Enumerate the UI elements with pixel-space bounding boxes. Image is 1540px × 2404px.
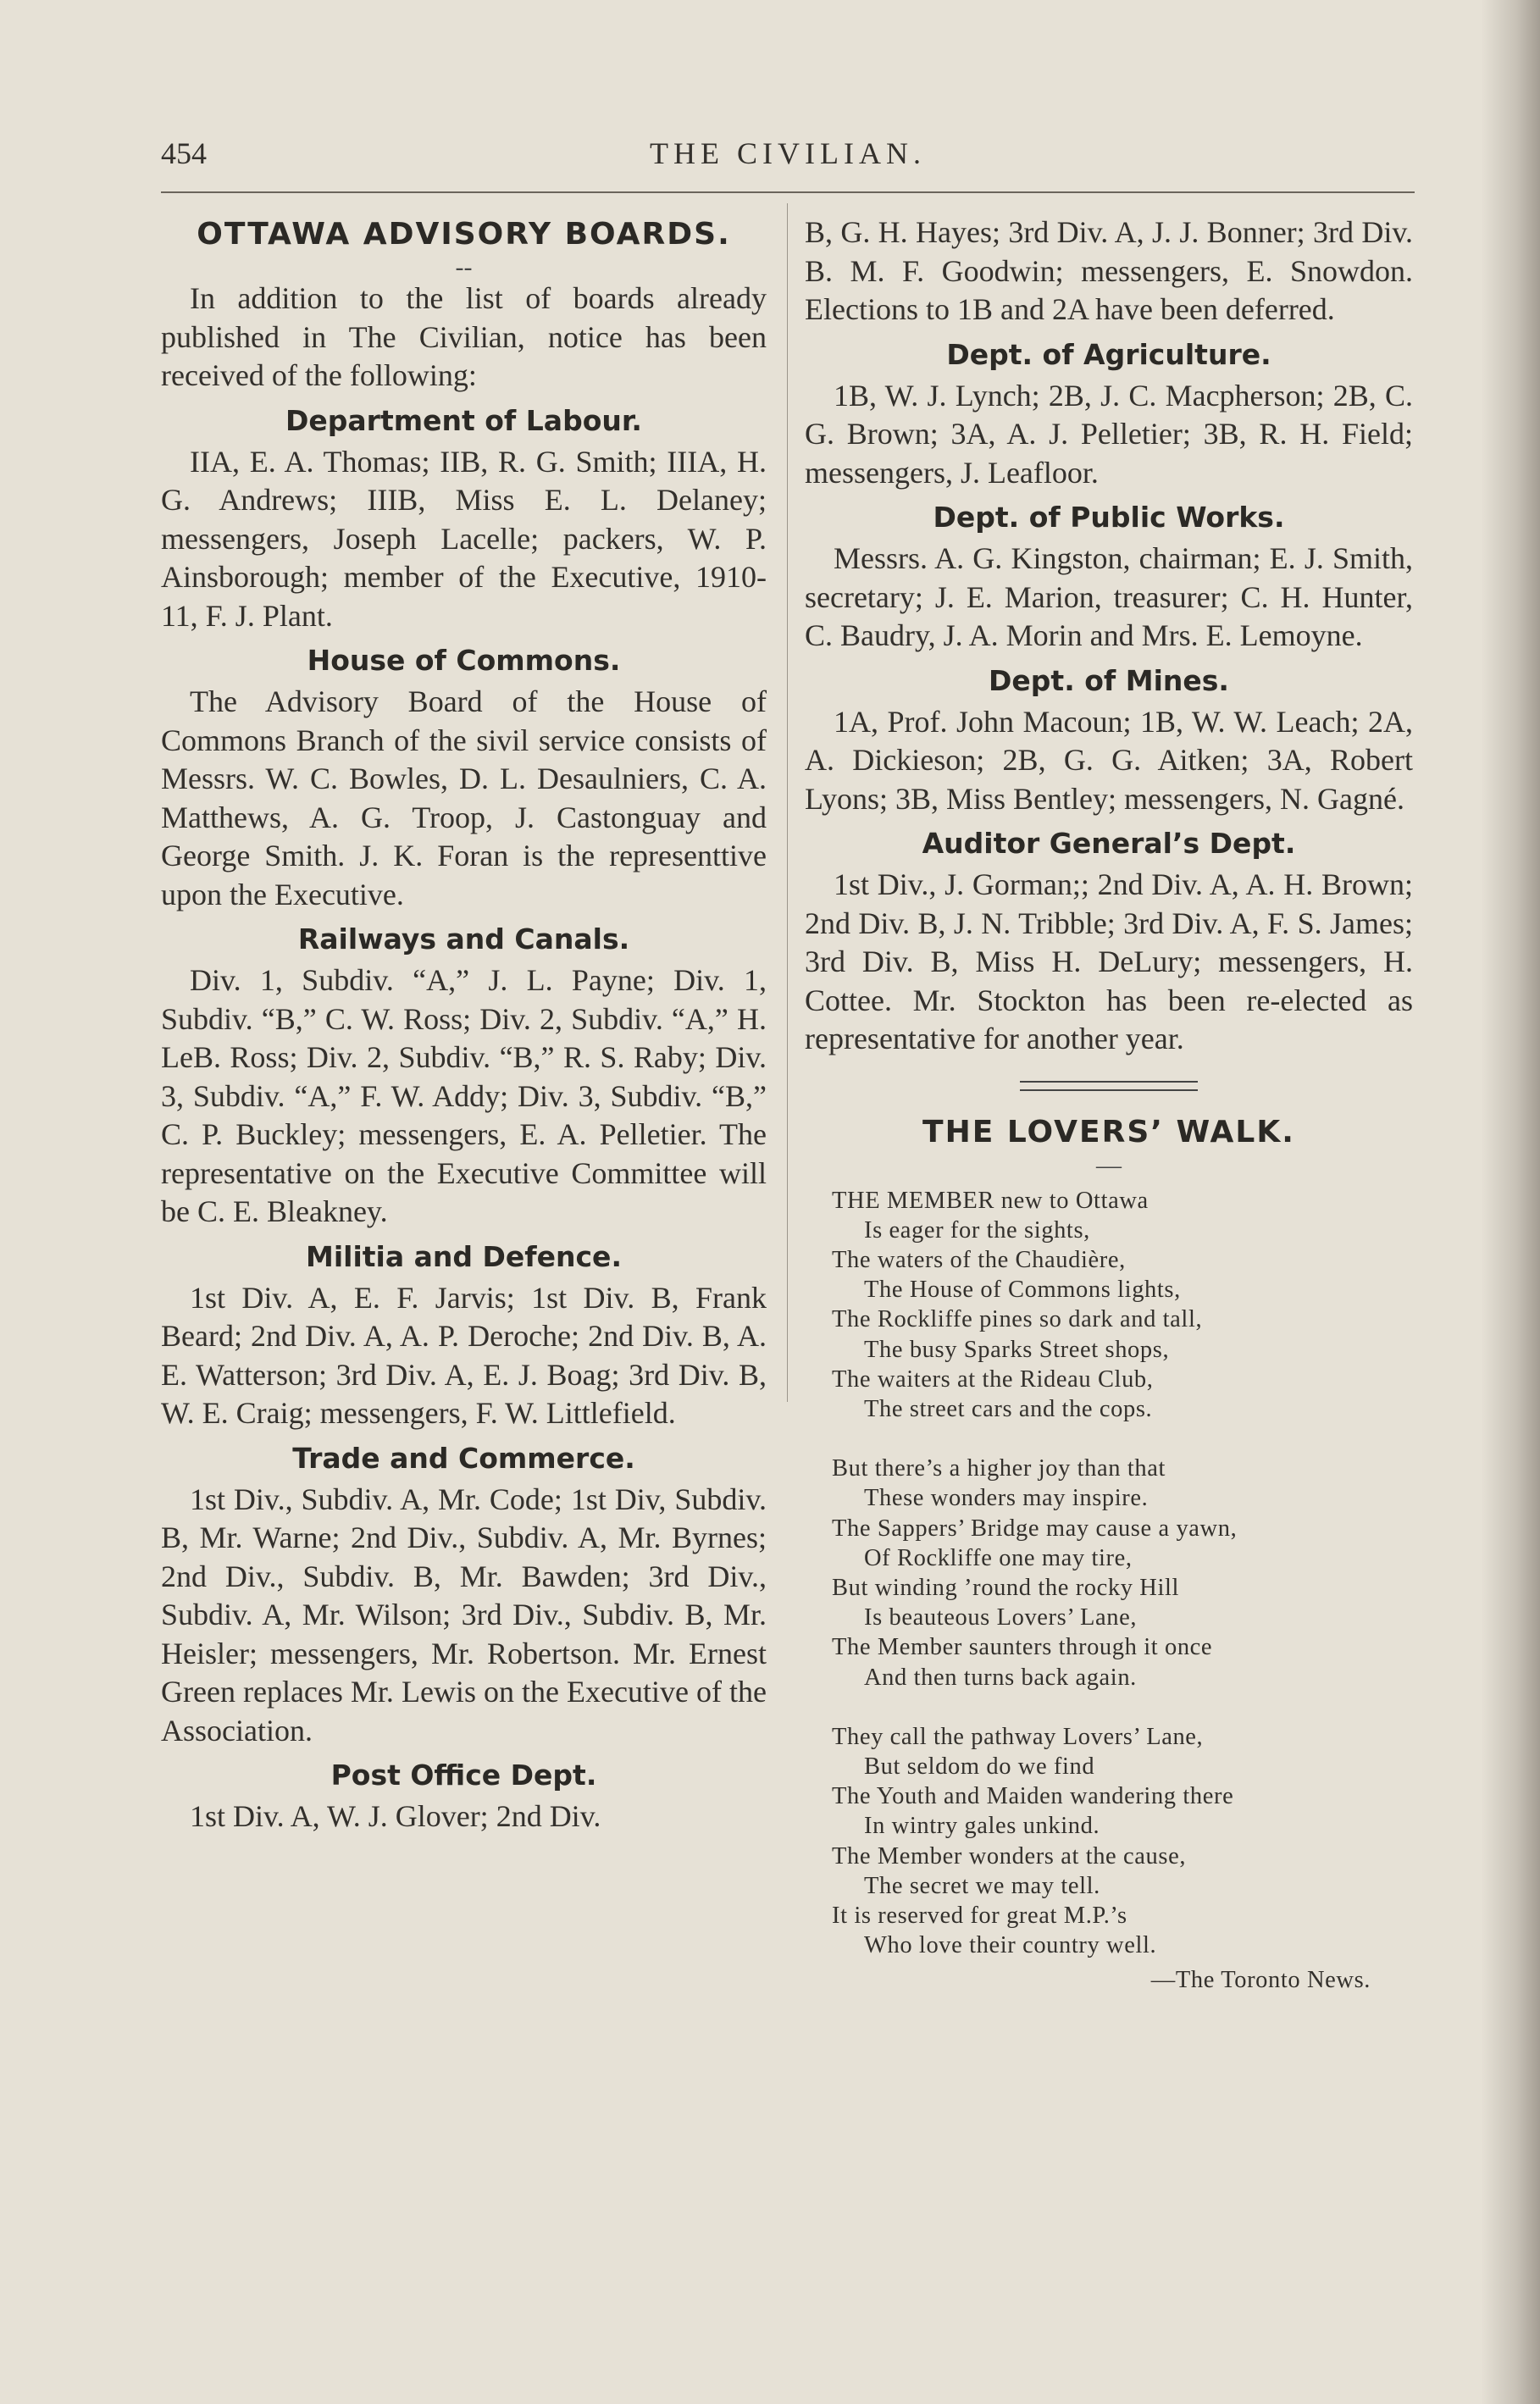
poem-line: The busy Sparks Street shops, (864, 1336, 1170, 1363)
page-edge-shadow (1481, 0, 1540, 2404)
poem-line: The House of Commons lights, (864, 1277, 1181, 1304)
article-title: OTTAWA ADVISORY BOARDS. (197, 217, 731, 252)
poem (805, 1186, 1413, 1996)
section-text-trade: 1st Div., Subdiv. A, Mr. Code; 1st Div, Subdiv. B, Mr. Warne; 2nd Div., Subdiv. A, Mr. Byrnes; 2nd Div., Subdiv. B, Mr. Bawden; 3rd Div., Subdiv. A, Mr. Wilson; 3rd Div., Subdiv. B, Mr. Heisler; messengers, Mr. Robertson. Mr. Ernest Green replaces Mr. Lewis on the Executive of the Association. (161, 1482, 767, 1748)
poem-line: But seldom do we find (864, 1753, 1095, 1780)
poem-line: Of Rockliffe one may tire, (864, 1544, 1133, 1571)
section-text-militia: 1st Div. A, E. F. Jarvis; 1st Div. B, Frank Beard; 2nd Div. A, A. P. Deroche; 2nd Div. B, A. E. Watterson; 3rd Div. A, E. J. Boag; 3rd Div. B, W. E. Craig; messengers, F. W. Littlefield. (161, 1280, 767, 1430)
poem-line: Is eager for the sights, (864, 1216, 1090, 1244)
journal-title: THE CIVILIAN. (650, 136, 926, 170)
section-heading-commons: House of Commons. (307, 644, 621, 677)
intro-text: In addition to the list of boards already published in The Civilian, notice has been received of the following: (161, 281, 767, 392)
section-heading-labour: Department of Labour. (285, 403, 642, 437)
poem-stanza (832, 1722, 1413, 1961)
poem-stanza (832, 1186, 1413, 1425)
poem-line: They call the pathway Lovers’ Lane, (832, 1723, 1204, 1750)
poem-line: The street cars and the cops. (864, 1395, 1153, 1422)
poem-line: Is beauteous Lovers’ Lane, (864, 1604, 1138, 1631)
poem-line: The Member wonders at the cause, (832, 1842, 1187, 1869)
section-heading-militia: Militia and Defence. (306, 1239, 622, 1273)
header-rule (161, 191, 1415, 193)
right-column (805, 213, 1413, 1996)
poem-attribution: —The Toronto News. (1150, 1967, 1371, 1994)
poem-line: These wonders may inspire. (864, 1485, 1149, 1512)
poem-line: THE MEMBER new to Ottawa (832, 1187, 1149, 1214)
article-intro (161, 280, 767, 396)
poem-line: In wintry gales unkind. (864, 1813, 1100, 1840)
poem-line: But there’s a higher joy than that (832, 1455, 1166, 1482)
running-head (161, 136, 1415, 178)
title-dash: -- (455, 253, 473, 281)
section-text-mines: 1A, Prof. John Macoun; 1B, W. W. Leach; 2A, A. Dickieson; 2B, G. G. Aitken; 3A, Robert Lyons; 3B, Miss Bentley; messengers, N. Gagné. (805, 704, 1413, 816)
poem-line: The secret we may tell. (864, 1872, 1100, 1899)
section-text-labour: IIA, E. A. Thomas; IIB, R. G. Smith; IIIA, H. G. Andrews; IIIB, Miss E. L. Delaney; messengers, Joseph Lacelle; packers, W. P. Ainsborough; member of the Executive, 1910-11, F. J. Plant. (161, 444, 767, 633)
poem-line: The Member saunters through it once (832, 1634, 1213, 1661)
section-text-commons: The Advisory Board of the House of Commons Branch of the sivil service consists of Messrs. W. C. Bowles, D. L. Desaulniers, C. A. Matthews, A. G. Troop, J. Castonguay and George Smith. J. K. Foran is the representtive upon the Executive. (161, 684, 767, 911)
poem-line: But winding ’round the rocky Hill (832, 1574, 1180, 1601)
poem-line: And then turns back again. (864, 1664, 1137, 1691)
section-heading-agriculture: Dept. of Agriculture. (946, 337, 1271, 371)
section-text-auditor: 1st Div., J. Gorman;; 2nd Div. A, A. H. Brown; 2nd Div. B, J. N. Tribble; 3rd Div. A, F. S. James; 3rd Div. B, Miss H. DeLury; messengers, H. Cottee. Mr. Stockton has been re-elected as representative for another year. (805, 867, 1413, 1055)
column-divider (787, 203, 788, 1402)
section-heading-railways: Railways and Canals. (297, 922, 630, 956)
poem-line: The Rockliffe pines so dark and tall, (832, 1306, 1203, 1333)
poem-line: The waiters at the Rideau Club, (832, 1365, 1154, 1393)
page-number: 454 (161, 136, 207, 170)
section-heading-mines: Dept. of Mines. (989, 663, 1229, 697)
section-divider (1020, 1081, 1198, 1091)
section-heading-post-office: Post Office Dept. (330, 1759, 597, 1792)
section-heading-public-works: Dept. of Public Works. (933, 501, 1285, 534)
section-text-post-office: 1st Div. A, W. J. Glover; 2nd Div. (190, 1799, 601, 1833)
section-text-public-works: Messrs. A. G. Kingston, chairman; E. J. Smith, secretary; J. E. Marion, treasurer; C. H. Hunter, C. Baudry, J. A. Morin and Mrs. E. Lemoyne. (805, 541, 1413, 652)
poem-line: It is reserved for great M.P.’s (832, 1902, 1127, 1929)
section-text-post-office-continued: B, G. H. Hayes; 3rd Div. A, J. J. Bonner; 3rd Div. B. M. F. Goodwin; messengers, E. Snowdon. Elections to 1B and 2A have been deferred. (805, 215, 1413, 326)
poem-title: THE LOVERS’ WALK. (922, 1114, 1295, 1149)
section-heading-auditor: Auditor General’s Dept. (922, 827, 1296, 860)
left-column (161, 213, 767, 1836)
poem-line: The Sappers’ Bridge may cause a yawn, (832, 1515, 1238, 1542)
section-text-railways: Div. 1, Subdiv. “A,” J. L. Payne; Div. 1, Subdiv. “B,” C. W. Ross; Div. 2, Subdiv. “A,” H. LeB. Ross; Div. 2, Subdiv. “B,” R. S. Raby; Div. 3, Subdiv. “A,” F. W. Addy; Div. 3, Subdiv. “B,” C. P. Buckley; messengers, E. A. Pelletier. The representative on the Executive Committee will be C. E. Bleakney. (161, 963, 767, 1228)
poem-stanza (832, 1454, 1413, 1692)
section-text-agriculture: 1B, W. J. Lynch; 2B, J. C. Macpherson; 2B, C. G. Brown; 3A, A. J. Pelletier; 3B, R. H. Field; messengers, J. Leafloor. (805, 378, 1413, 490)
poem-dash: — (1096, 1150, 1122, 1179)
poem-line: The Youth and Maiden wandering there (832, 1783, 1234, 1810)
section-heading-trade: Trade and Commerce. (292, 1441, 635, 1475)
poem-line: Who love their country well. (864, 1932, 1157, 1959)
poem-line: The waters of the Chaudière, (832, 1246, 1126, 1273)
